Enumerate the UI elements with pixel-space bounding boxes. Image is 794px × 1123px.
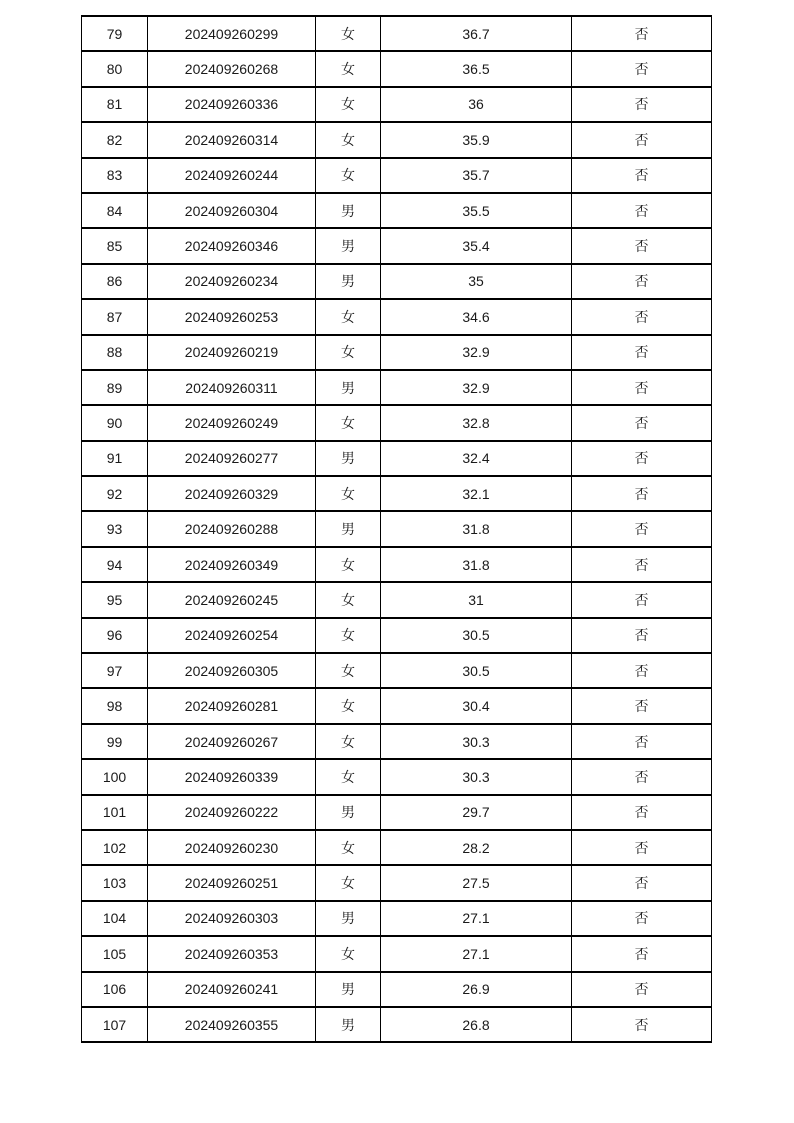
table-body [82,16,712,1042]
table-row [82,264,712,299]
cell-candidate_id: 202409260281 [148,688,316,723]
cell-flag: 否 [572,865,712,900]
table-row [82,688,712,723]
table-row [82,547,712,582]
cell-candidate_id: 202409260299 [148,16,316,51]
cell-gender: 女 [316,653,381,688]
cell-gender: 女 [316,158,381,193]
cell-score: 29.7 [381,795,572,830]
cell-gender: 男 [316,795,381,830]
cell-score: 35.4 [381,228,572,263]
cell-flag: 否 [572,193,712,228]
table-row [82,299,712,334]
cell-score: 36.5 [381,51,572,86]
cell-flag: 否 [572,228,712,263]
cell-serial: 99 [82,724,148,759]
cell-serial: 105 [82,936,148,971]
cell-gender: 男 [316,511,381,546]
cell-serial: 83 [82,158,148,193]
cell-serial: 103 [82,865,148,900]
cell-score: 27.5 [381,865,572,900]
cell-score: 26.8 [381,1007,572,1042]
cell-score: 31 [381,582,572,617]
cell-candidate_id: 202409260355 [148,1007,316,1042]
table-row [82,87,712,122]
cell-serial: 106 [82,972,148,1007]
cell-candidate_id: 202409260230 [148,830,316,865]
cell-serial: 84 [82,193,148,228]
cell-flag: 否 [572,335,712,370]
cell-score: 30.5 [381,653,572,688]
cell-flag: 否 [572,87,712,122]
cell-score: 30.5 [381,618,572,653]
table-row [82,335,712,370]
cell-score: 26.9 [381,972,572,1007]
table-row [82,122,712,157]
table-row [82,405,712,440]
cell-flag: 否 [572,476,712,511]
cell-candidate_id: 202409260254 [148,618,316,653]
cell-flag: 否 [572,299,712,334]
table-row [82,901,712,936]
cell-serial: 91 [82,441,148,476]
cell-flag: 否 [572,158,712,193]
cell-gender: 女 [316,87,381,122]
cell-flag: 否 [572,122,712,157]
cell-score: 36 [381,87,572,122]
table-row [82,193,712,228]
cell-candidate_id: 202409260249 [148,405,316,440]
cell-flag: 否 [572,618,712,653]
cell-score: 35 [381,264,572,299]
cell-gender: 男 [316,228,381,263]
cell-gender: 男 [316,972,381,1007]
cell-gender: 男 [316,370,381,405]
cell-gender: 男 [316,1007,381,1042]
cell-flag: 否 [572,795,712,830]
table-row [82,16,712,51]
cell-gender: 女 [316,476,381,511]
cell-flag: 否 [572,582,712,617]
cell-flag: 否 [572,936,712,971]
cell-gender: 女 [316,618,381,653]
cell-score: 36.7 [381,16,572,51]
table-row [82,51,712,86]
cell-gender: 男 [316,264,381,299]
cell-candidate_id: 202409260245 [148,582,316,617]
table-row [82,370,712,405]
table-row [82,653,712,688]
cell-candidate_id: 202409260253 [148,299,316,334]
cell-serial: 104 [82,901,148,936]
cell-serial: 92 [82,476,148,511]
cell-gender: 女 [316,688,381,723]
cell-score: 28.2 [381,830,572,865]
cell-serial: 96 [82,618,148,653]
cell-flag: 否 [572,759,712,794]
cell-gender: 男 [316,441,381,476]
cell-flag: 否 [572,972,712,1007]
table-row [82,441,712,476]
results-table [81,15,712,1043]
cell-gender: 女 [316,830,381,865]
cell-candidate_id: 202409260346 [148,228,316,263]
cell-flag: 否 [572,511,712,546]
cell-candidate_id: 202409260311 [148,370,316,405]
cell-candidate_id: 202409260305 [148,653,316,688]
cell-candidate_id: 202409260244 [148,158,316,193]
cell-score: 35.7 [381,158,572,193]
cell-serial: 82 [82,122,148,157]
cell-serial: 94 [82,547,148,582]
cell-candidate_id: 202409260353 [148,936,316,971]
cell-gender: 女 [316,335,381,370]
cell-gender: 女 [316,724,381,759]
cell-serial: 93 [82,511,148,546]
cell-serial: 80 [82,51,148,86]
cell-serial: 89 [82,370,148,405]
cell-candidate_id: 202409260349 [148,547,316,582]
cell-candidate_id: 202409260288 [148,511,316,546]
cell-flag: 否 [572,264,712,299]
cell-score: 32.9 [381,370,572,405]
cell-serial: 102 [82,830,148,865]
cell-score: 30.3 [381,724,572,759]
cell-flag: 否 [572,653,712,688]
table-row [82,618,712,653]
cell-score: 35.5 [381,193,572,228]
cell-serial: 107 [82,1007,148,1042]
cell-gender: 女 [316,865,381,900]
cell-candidate_id: 202409260314 [148,122,316,157]
cell-gender: 男 [316,193,381,228]
table-row [82,476,712,511]
cell-gender: 男 [316,901,381,936]
table-row [82,936,712,971]
cell-candidate_id: 202409260219 [148,335,316,370]
cell-gender: 女 [316,936,381,971]
cell-serial: 87 [82,299,148,334]
table-row [82,795,712,830]
cell-candidate_id: 202409260234 [148,264,316,299]
cell-candidate_id: 202409260241 [148,972,316,1007]
table-row [82,1007,712,1042]
cell-serial: 100 [82,759,148,794]
cell-flag: 否 [572,441,712,476]
cell-candidate_id: 202409260268 [148,51,316,86]
table-row [82,582,712,617]
cell-flag: 否 [572,724,712,759]
cell-flag: 否 [572,688,712,723]
table-row [82,724,712,759]
cell-score: 31.8 [381,547,572,582]
cell-serial: 85 [82,228,148,263]
cell-score: 31.8 [381,511,572,546]
cell-flag: 否 [572,405,712,440]
cell-flag: 否 [572,51,712,86]
cell-score: 34.6 [381,299,572,334]
cell-score: 32.9 [381,335,572,370]
table-row [82,830,712,865]
cell-gender: 女 [316,122,381,157]
cell-serial: 88 [82,335,148,370]
cell-serial: 81 [82,87,148,122]
cell-candidate_id: 202409260329 [148,476,316,511]
cell-gender: 女 [316,405,381,440]
cell-candidate_id: 202409260339 [148,759,316,794]
cell-flag: 否 [572,370,712,405]
cell-candidate_id: 202409260222 [148,795,316,830]
cell-serial: 95 [82,582,148,617]
cell-gender: 女 [316,51,381,86]
cell-candidate_id: 202409260277 [148,441,316,476]
cell-candidate_id: 202409260303 [148,901,316,936]
cell-gender: 女 [316,759,381,794]
cell-flag: 否 [572,547,712,582]
cell-score: 27.1 [381,936,572,971]
cell-score: 32.8 [381,405,572,440]
cell-gender: 女 [316,299,381,334]
cell-serial: 90 [82,405,148,440]
table-row [82,972,712,1007]
cell-score: 30.3 [381,759,572,794]
table-row [82,228,712,263]
cell-gender: 女 [316,16,381,51]
cell-gender: 女 [316,547,381,582]
cell-score: 27.1 [381,901,572,936]
cell-flag: 否 [572,1007,712,1042]
cell-serial: 97 [82,653,148,688]
cell-score: 35.9 [381,122,572,157]
cell-serial: 86 [82,264,148,299]
cell-flag: 否 [572,830,712,865]
cell-flag: 否 [572,16,712,51]
table-row [82,759,712,794]
cell-score: 30.4 [381,688,572,723]
table-row [82,158,712,193]
cell-serial: 98 [82,688,148,723]
cell-candidate_id: 202409260304 [148,193,316,228]
cell-flag: 否 [572,901,712,936]
table-row [82,511,712,546]
table-row [82,865,712,900]
cell-candidate_id: 202409260267 [148,724,316,759]
cell-score: 32.1 [381,476,572,511]
cell-serial: 101 [82,795,148,830]
cell-score: 32.4 [381,441,572,476]
cell-candidate_id: 202409260251 [148,865,316,900]
cell-candidate_id: 202409260336 [148,87,316,122]
cell-serial: 79 [82,16,148,51]
cell-gender: 女 [316,582,381,617]
